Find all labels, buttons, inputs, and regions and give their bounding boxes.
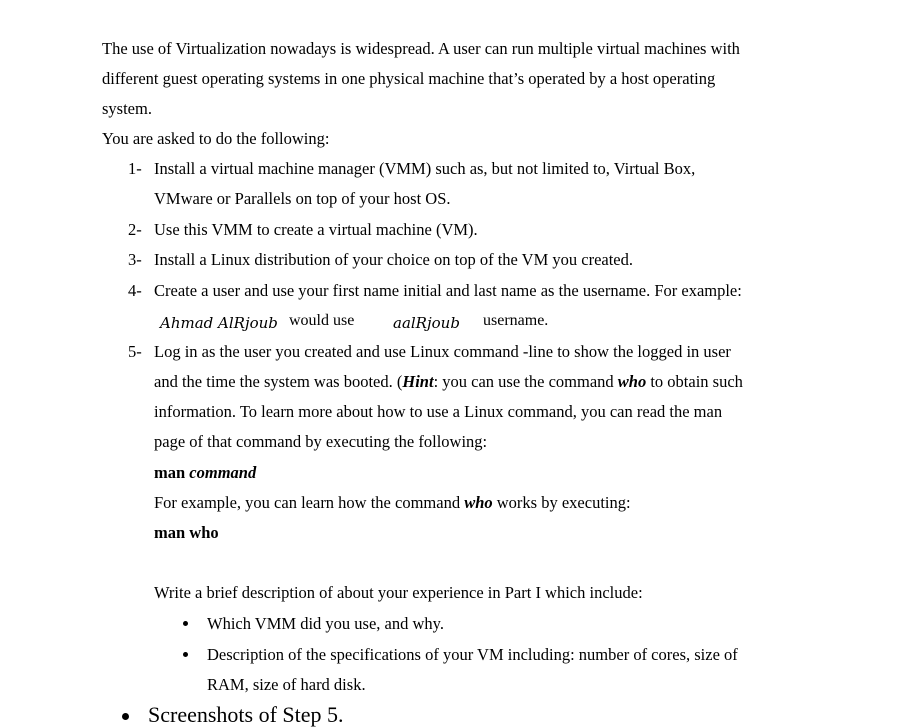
text-run: works by executing: bbox=[492, 493, 631, 512]
step-text-hint-line bbox=[154, 372, 743, 392]
bullet-text: RAM, size of hard disk. bbox=[207, 675, 366, 694]
intro-line-3: system. bbox=[102, 99, 152, 118]
intro-line-2: different guest operating systems in one physical machine that’s operated by a host operating bbox=[102, 69, 716, 88]
step-text: Install a virtual machine manager (VMM) such as, but not limited to, Virtual Box, bbox=[154, 159, 696, 178]
intro-line-4: You are asked to do the following: bbox=[102, 129, 330, 148]
step-text-example bbox=[154, 493, 631, 513]
text-run: : you can use the command bbox=[433, 372, 618, 391]
who-command: who bbox=[617, 372, 647, 391]
intro-line-1: The use of Virtualization nowadays is widespread. A user can run multiple virtual machines with bbox=[102, 39, 740, 58]
step-number: 3- bbox=[128, 250, 142, 269]
screenshots-text: Screenshots of Step 5. bbox=[148, 702, 344, 727]
step-number: 2- bbox=[128, 220, 142, 239]
step-text: information. To learn more about how to use a Linux command, you can read the man bbox=[154, 402, 723, 421]
bullet-icon bbox=[122, 713, 129, 720]
step-text: VMware or Parallels on top of your host OS. bbox=[154, 189, 451, 208]
text-run: and the time the system was booted. ( bbox=[154, 372, 403, 391]
cmd-man: man bbox=[154, 463, 186, 482]
step-number: 4- bbox=[128, 281, 142, 300]
example-mid-text: would use bbox=[289, 312, 355, 329]
step-number: 1- bbox=[128, 159, 142, 178]
bullet-text: Description of the specifications of your VM including: number of cores, size of bbox=[207, 645, 738, 664]
text-run: to obtain such bbox=[646, 372, 743, 391]
command-man bbox=[154, 463, 256, 483]
step-text: Use this VMM to create a virtual machine (VM). bbox=[154, 220, 478, 239]
cmd-command: command bbox=[189, 463, 257, 482]
who-command: who bbox=[464, 493, 493, 512]
example-end-text: username. bbox=[483, 312, 549, 329]
step-text: Install a Linux distribution of your choice on top of the VM you created. bbox=[154, 250, 634, 269]
command-man-who: man who bbox=[154, 523, 219, 542]
step-text: Log in as the user you created and use Linux command -line to show the logged in user bbox=[154, 342, 731, 361]
bullet-icon bbox=[183, 621, 188, 626]
text-run: For example, you can learn how the command bbox=[154, 493, 465, 512]
bullet-icon bbox=[183, 652, 188, 657]
step-number: 5- bbox=[128, 342, 142, 361]
description-intro: Write a brief description of about your experience in Part I which include: bbox=[154, 583, 643, 602]
step-text: page of that command by executing the following: bbox=[154, 432, 488, 451]
example-fullname: Ahmad AlRjoub bbox=[160, 314, 278, 332]
hint-label: Hint bbox=[402, 372, 434, 391]
example-username: aalRjoub bbox=[393, 314, 460, 332]
step-text: Create a user and use your first name initial and last name as the username. For example: bbox=[154, 281, 742, 300]
bullet-text: Which VMM did you use, and why. bbox=[207, 614, 444, 633]
